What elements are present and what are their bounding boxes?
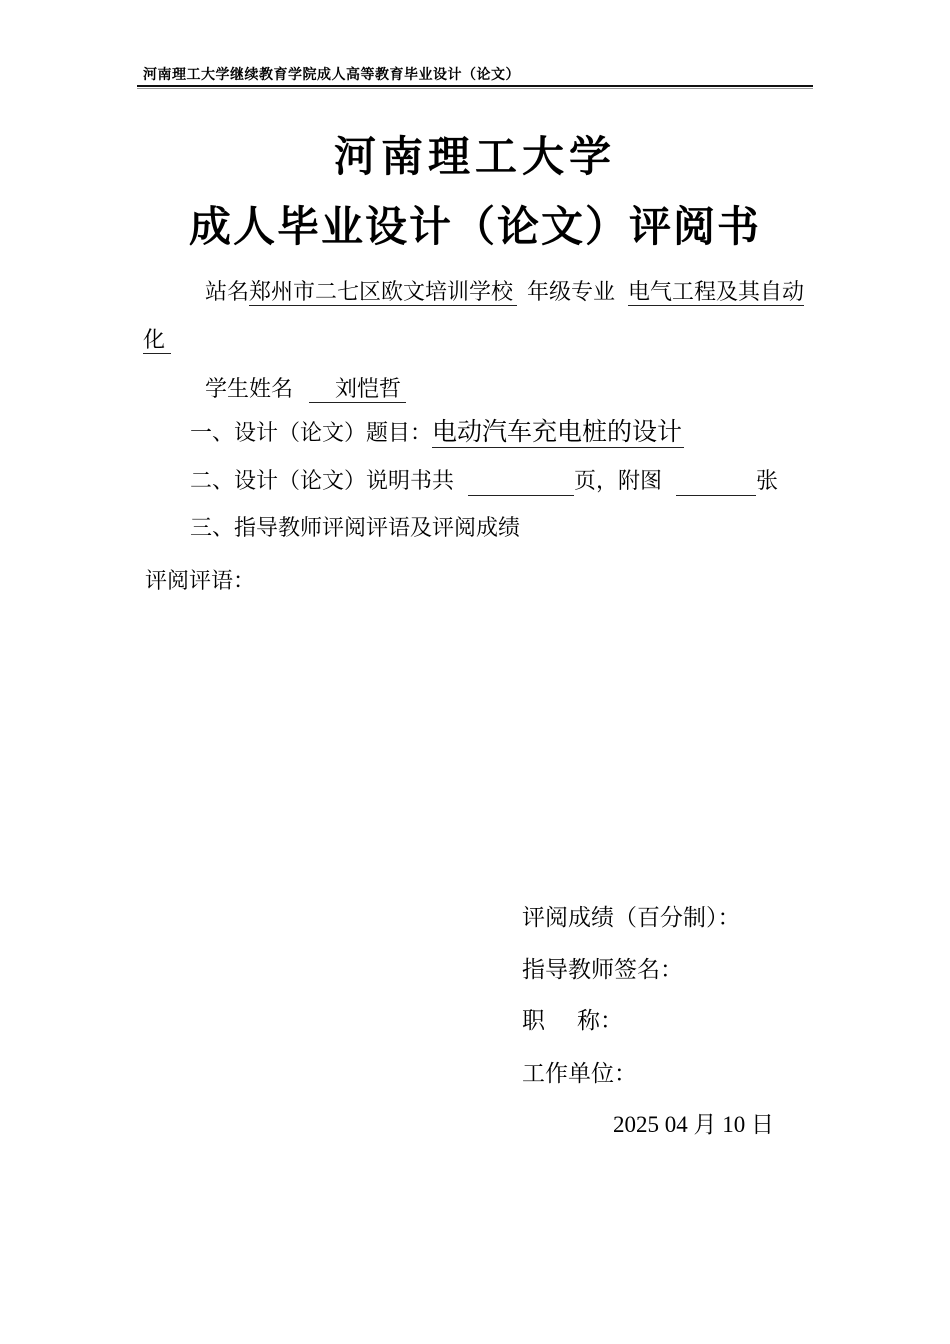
student-name-label: 学生姓名: [205, 376, 294, 401]
work-unit-label: 工作单位：: [522, 1061, 637, 1086]
job-title-line: [522, 1006, 623, 1036]
blank-pages-field: [468, 471, 574, 496]
student-name-value: 刘恺哲: [309, 376, 406, 403]
review-comments-label: 评阅评语：: [145, 568, 256, 593]
job-title-label-left: 职: [522, 1008, 545, 1033]
major-value-wrap-line: [143, 325, 171, 355]
university-title: 河南理工大学: [333, 135, 616, 181]
major-value-line1: 电气工程及其自动: [628, 279, 805, 304]
blank-figures-field: [676, 471, 756, 496]
student-name-line: [205, 374, 406, 404]
item2-part3: 张: [756, 468, 779, 493]
header-rule-main: [137, 85, 813, 87]
header-rule: [137, 85, 813, 90]
job-title-label-right: 称：: [577, 1008, 623, 1033]
item1-label: 一、设计（论文）题目：: [190, 420, 433, 445]
item1-line: [190, 418, 684, 448]
item3-line: 三、指导教师评阅评语及评阅成绩: [190, 515, 521, 540]
date-text: 2025 04 月 10 日: [613, 1112, 774, 1137]
grade-major-label: 年级专业: [527, 279, 616, 304]
header-rule-sub: [137, 88, 813, 89]
item1-value: 电动汽车充电桩的设计: [432, 419, 683, 446]
teacher-signature-label: 指导教师签名：: [522, 957, 683, 982]
document-title: 成人毕业设计（论文）评阅书: [188, 205, 761, 251]
station-name-label: 站名: [205, 279, 250, 304]
station-major-line: [205, 277, 804, 307]
major-value-line2: 化: [143, 327, 171, 354]
item2-part1: 二、设计（论文）说明书共: [190, 468, 455, 493]
page-header-text: 河南理工大学继续教育学院成人高等教育毕业设计（论文）: [143, 68, 520, 83]
item2-part2: 页，附图: [574, 468, 663, 493]
review-score-label: 评阅成绩（百分制）：: [522, 905, 741, 930]
station-name-value: 郑州市二七区欧文培训学校: [249, 279, 517, 306]
item2-line: [190, 466, 778, 496]
